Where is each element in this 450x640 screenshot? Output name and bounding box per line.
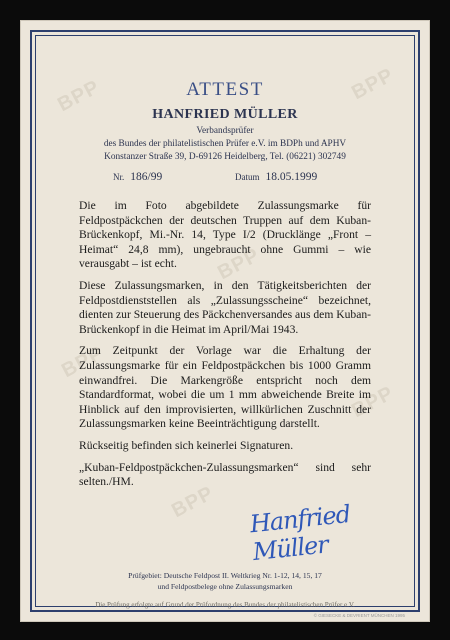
issuer-address: Konstanzer Straße 39, D-69126 Heidelberg, Tel. (06221) 302749	[104, 152, 346, 162]
footer-scope-line1: Prüfgebiet: Deutsche Feldpost II. Weltkrieg Nr. 1-12, 14, 15, 17	[128, 571, 322, 580]
nr-label: Nr.	[113, 172, 125, 182]
bpp-watermark: BPP	[214, 243, 264, 285]
footer-rules-note: Die Prüfung erfolgte auf Grund der Prüfordnung des Bundes der philatelistischen Prüfer e.V.	[95, 601, 355, 609]
bpp-watermark: BPP	[54, 75, 104, 117]
paragraph: Die im Foto abgebildete Zulassungsmarke für Feldpostpäckchen der deutschen Truppen auf dem Kuban-Brückenkopf, Mi.-Nr. 14, Type I/2 (Drucklänge „Front – Heimat“ 24,8 mm), ungebraucht ohne Gummi – wie verausgabt – ist echt.	[79, 199, 371, 271]
paragraph: Rückseitig befinden sich keinerlei Signaturen.	[79, 438, 294, 452]
bpp-watermark: BPP	[348, 63, 398, 105]
paragraph: Zum Zeitpunkt der Vorlage war die Erhaltung der Zulassungsmarke für ein Feldpostpäckchen bis 1000 Gramm einwandfrei. Die Markengröße entspricht noch dem Standardformat, wobei die um 1 mm abweichende Breite im Hinblick auf den improvisierten, willkürlichen Zuschnitt der Zulassungsmarken keine Beeinträchtigung darstellt.	[79, 344, 371, 431]
certificate-date	[235, 171, 317, 183]
date-label: Datum	[235, 172, 260, 182]
bpp-watermark: BPP	[58, 341, 108, 383]
issuer-role: Verbandsprüfer	[196, 126, 254, 136]
document-title: ATTEST	[186, 79, 264, 100]
paragraph: „Kuban-Feldpostpäckchen-Zulassungsmarken“ sind sehr selten./HM.	[79, 460, 371, 489]
paragraph: Diese Zulassungsmarken, in den Tätigkeitsberichten der Feldpostdienststellen als „Zulassungsscheine“ bezeichnet, dienten zur Steuerung des Päckchenversandes aus dem Kuban-Brückenkopf in die Heimat im April/Mai 1943.	[79, 278, 372, 336]
handwritten-signature: Hanfried Müller	[248, 499, 352, 567]
attest-certificate	[20, 20, 430, 622]
certificate-body	[79, 199, 371, 497]
printer-copyright: © GIESECKE & DEVRIENT MÜNCHEN 1995	[313, 613, 405, 618]
date-value: 18.05.1999	[265, 171, 318, 183]
footer-scope-line2: und Feldpostbelege ohne Zulassungsmarken	[157, 582, 293, 591]
bpp-watermark: BPP	[348, 381, 398, 423]
nr-value: 186/99	[130, 171, 163, 183]
bpp-watermark: BPP	[168, 481, 218, 523]
issuer-org: des Bundes der philatelistischen Prüfer e.V. im BDPh und APHV	[103, 139, 347, 149]
certificate-number	[113, 171, 162, 183]
issuer-name: HANFRIED MÜLLER	[152, 107, 298, 122]
